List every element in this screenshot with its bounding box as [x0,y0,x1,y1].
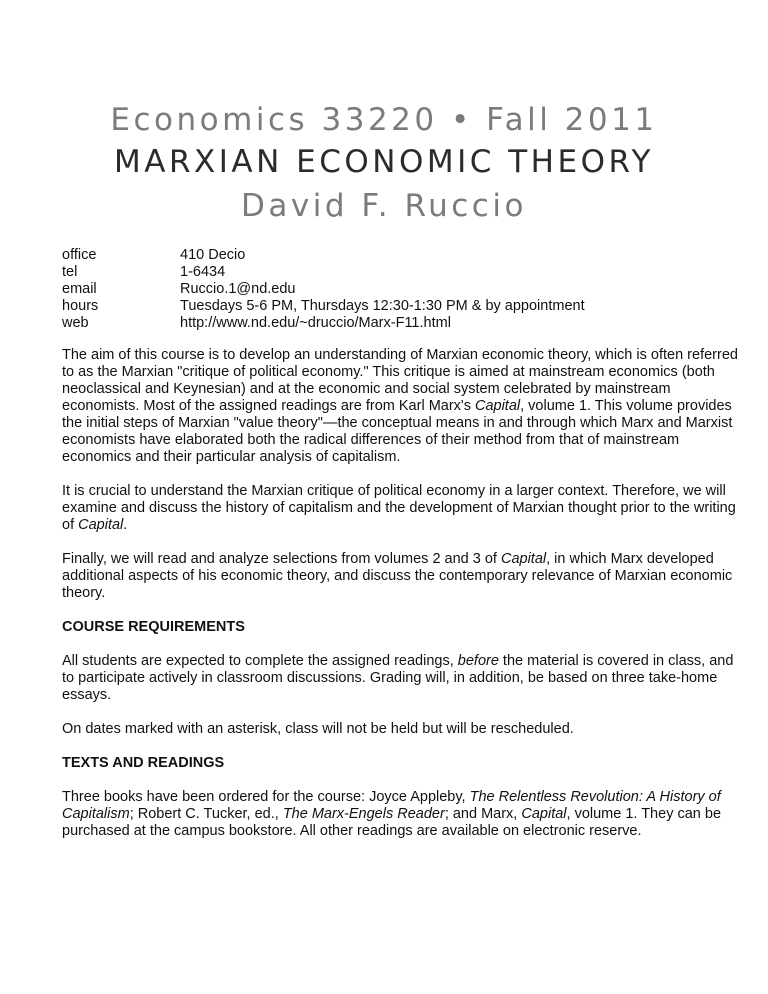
book-title: The Relentless Revolution: A History of Capitalism [62,789,721,822]
contact-label: office [62,247,97,263]
text-run: It is crucial to understand the Marxian critique of political economy in a larger context. Therefore, we will examine and discuss the history of capitalism and the development of Marxian thought prior to the writing of [62,483,736,533]
requirements-paragraph [62,653,742,704]
book-title: Capital [78,517,124,533]
contact-label: hours [62,298,99,314]
texts-paragraph [62,789,742,840]
contact-label: web [62,315,89,331]
text-run: , in which Marx developed additional aspects of his economic theory, and discuss the contemporary relevance of Marxian economic theory. [62,551,733,601]
contact-label: email [62,281,97,297]
texts-heading: TEXTS AND READINGS [62,755,225,771]
book-title: The Marx-Engels Reader [282,806,445,822]
text-run: . [123,517,128,533]
instructor-name: David F. Ruccio [241,188,527,224]
contact-row-tel [62,264,585,281]
text-run: ; and Marx, [444,806,522,822]
contact-info [62,247,585,332]
contact-row-web [62,315,585,332]
emphasis: before [457,653,499,669]
book-title: Capital [474,398,521,414]
contact-value: Tuesdays 5-6 PM, Thursdays 12:30-1:30 PM & by appointment [180,298,585,314]
requirements-heading: COURSE REQUIREMENTS [62,619,245,635]
text-run: The aim of this course is to develop an understanding of Marxian economic theory, which is often referred to as the Marxian "critique of political economy." This critique is aimed at mainstream economics (both neoclassical and Keynesian) and at the economic and social system celebrated by mainstream economists. Most of the assigned readings are from Karl Marx's [62,347,738,414]
text-run: Finally, we will read and analyze selections from volumes 2 and 3 of [62,551,501,567]
title-block [0,100,768,226]
contact-value: Ruccio.1@nd.edu [180,281,296,297]
book-title: Capital [500,551,547,567]
contact-row-office [62,247,585,264]
intro-paragraph-aim [62,347,742,466]
asterisk-note: On dates marked with an asterisk, class will not be held but will be rescheduled. [62,721,574,737]
course-line: Economics 33220 • Fall 2011 [110,102,658,138]
contact-row-hours [62,298,585,315]
contact-label: tel [62,264,78,280]
text-run: ; Robert C. Tucker, ed., [129,806,283,822]
intro-paragraph-finally [62,551,742,602]
contact-row-email [62,281,585,298]
contact-value: http://www.nd.edu/~druccio/Marx-F11.html [180,315,451,331]
contact-value: 1-6434 [180,264,226,280]
text-run: , volume 1. This volume provides the initial steps of Marxian "value theory"—the conceptual means in and through which Marx and Marxist economists have elaborated both the radical differences of their method from that of mainstream economics and their particular analysis of capitalism. [62,398,733,465]
course-title: MARXIAN ECONOMIC THEORY [114,144,654,180]
contact-value: 410 Decio [180,247,246,263]
book-title: Capital [521,806,567,822]
syllabus-body [62,347,742,857]
text-run: the material is covered in class, and to participate actively in classroom discussions. Grading will, in addition, be based on three take-home essays. [62,653,734,703]
text-run: , volume 1. They can be purchased at the campus bookstore. All other readings are available on electronic reserve. [62,806,722,839]
text-run: All students are expected to complete the assigned readings, [62,653,458,669]
intro-paragraph-context [62,483,742,534]
text-run: Three books have been ordered for the course: Joyce Appleby, [62,789,470,805]
